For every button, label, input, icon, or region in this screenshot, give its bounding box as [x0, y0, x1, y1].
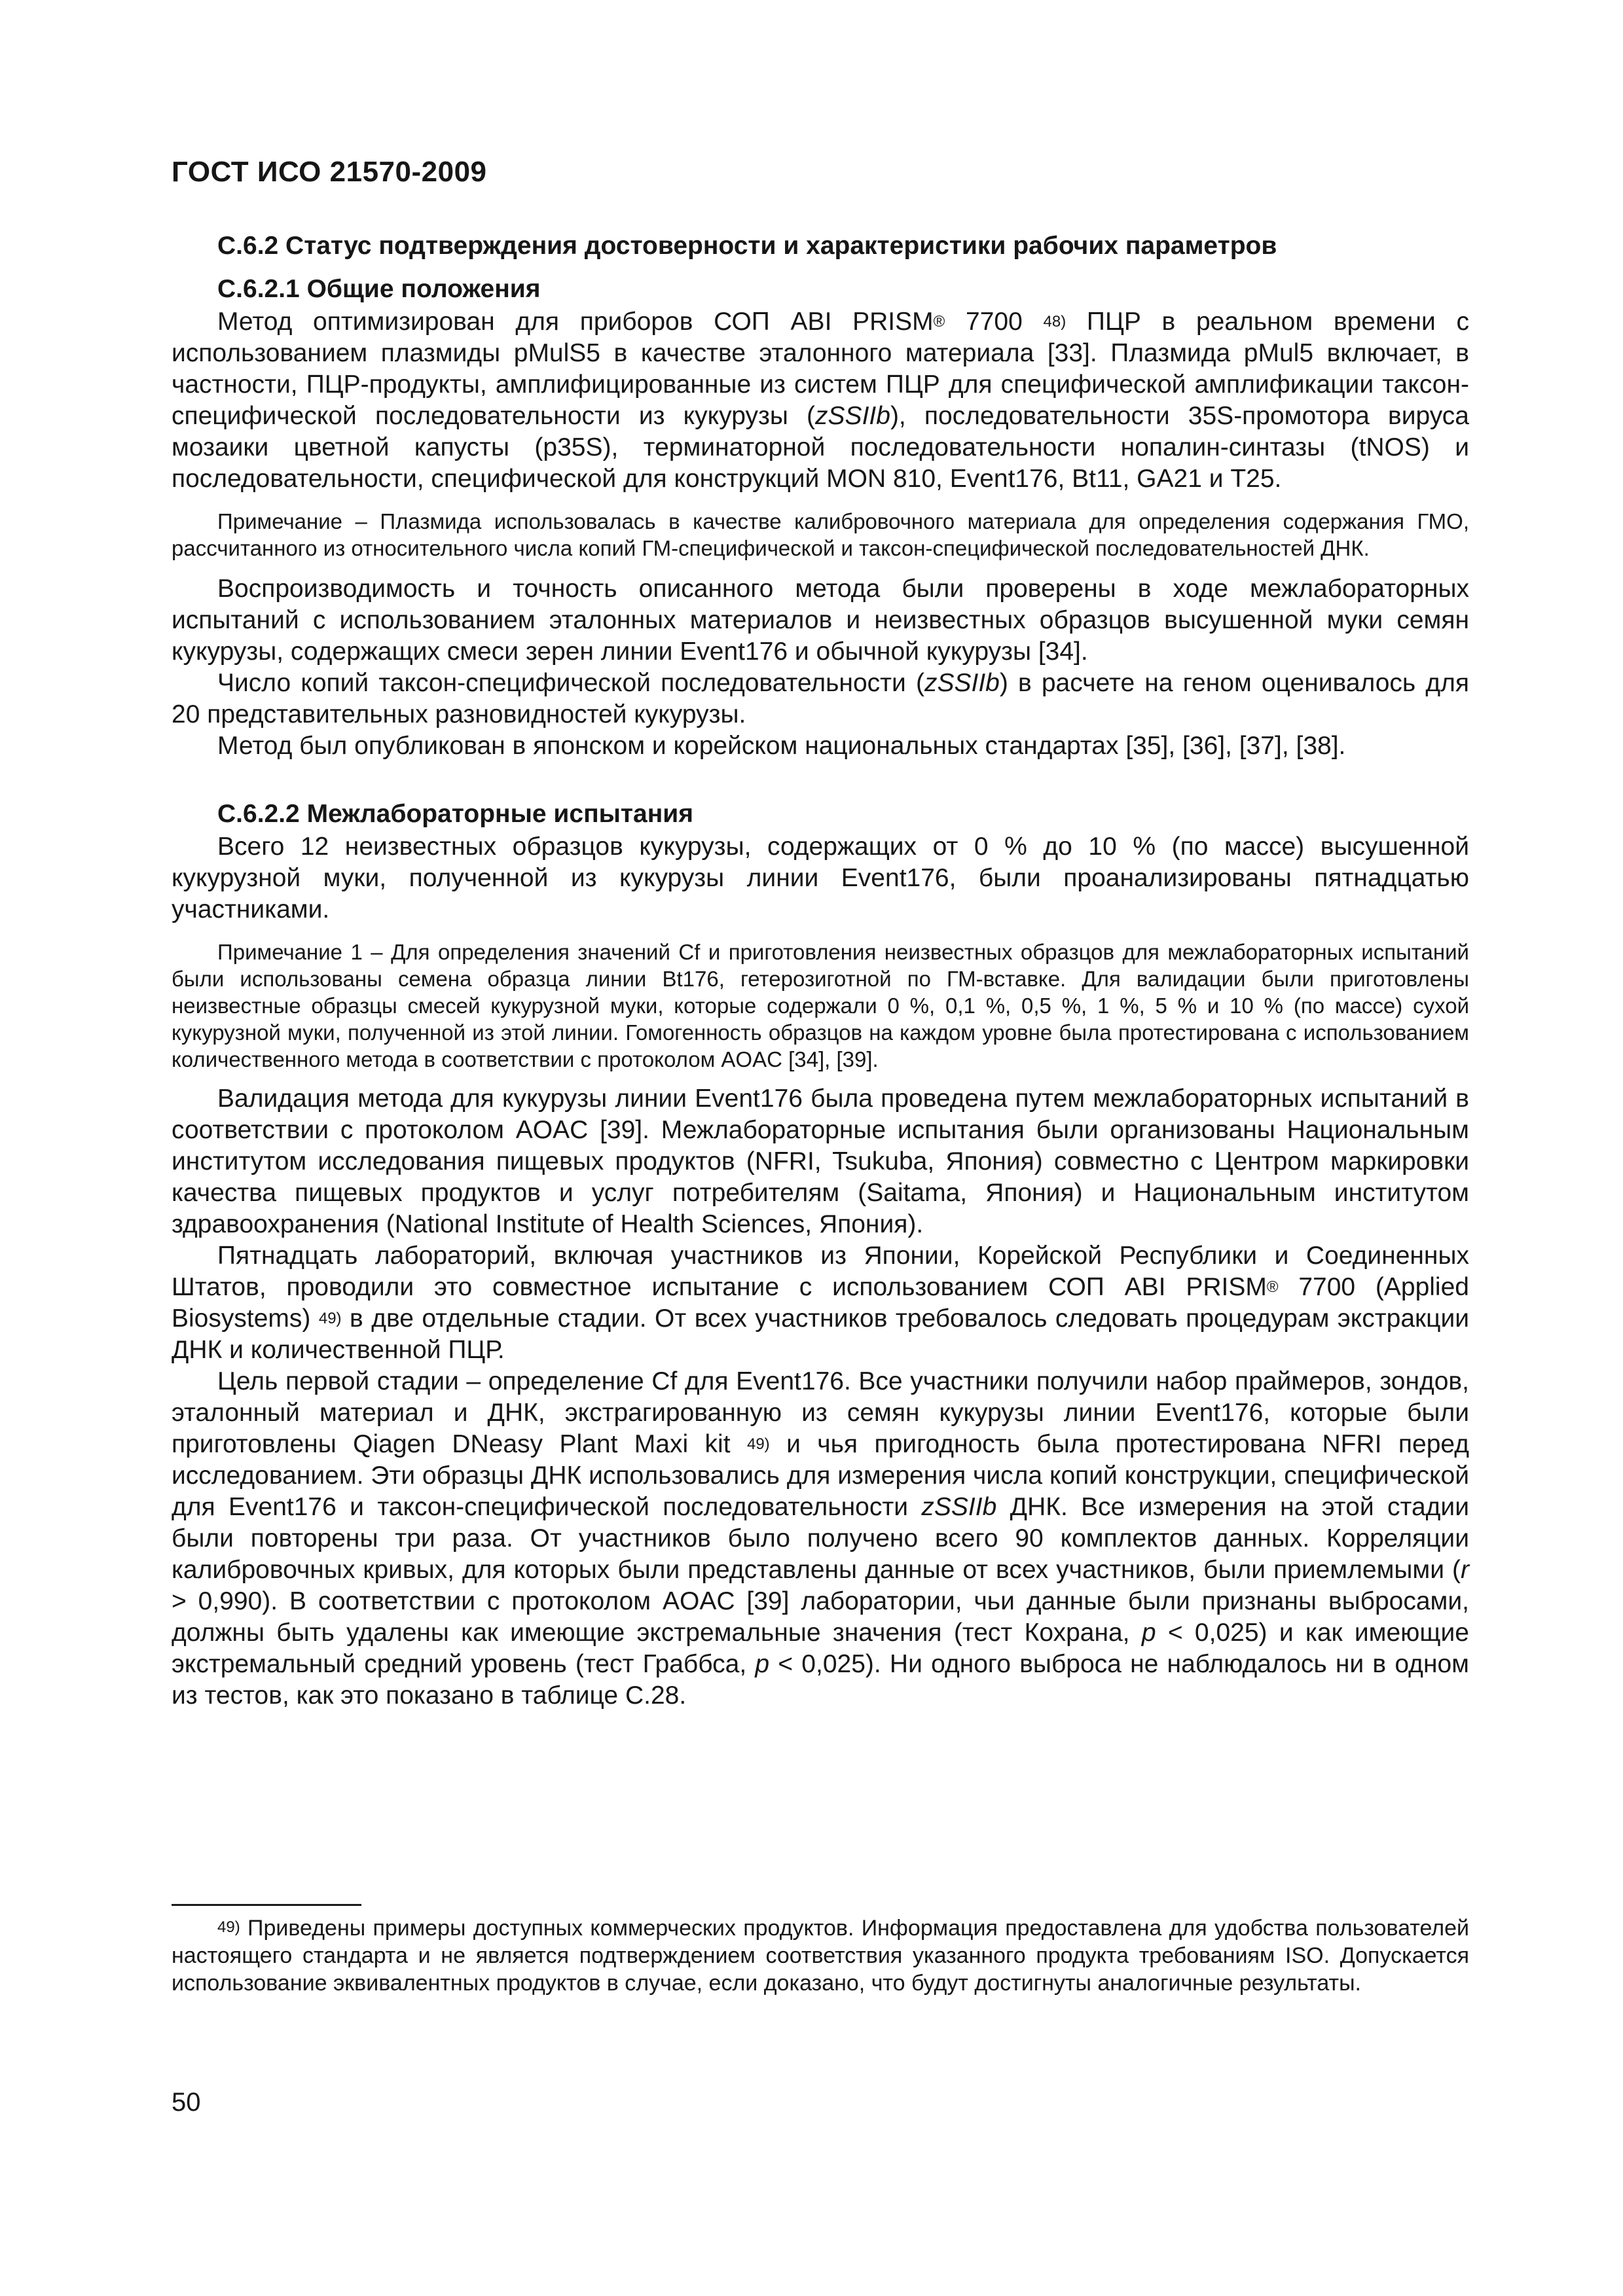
paragraph-method-optimized: Метод оптимизирован для приборов СОП ABI PRISM® 7700 $^{48)}$ ПЦР в реальном времени с использованием плазмиды pMulS5 в качестве эталонного материала [33]. Плазмида pMul5 включает, в частности, ПЦР-продукты, амплифицированные из систем ПЦР для специфической амплификации таксон- специфической последовательности из кукурузы (zSSIIb), последовательности 35S-промотора вируса мозаики цветной капусты (p35S), терминаторной последовательности нопалин-синтазы (tNOS) и последовательности, специфической для конструкций MON 810, Event176, Bt11, GA21 и T25.	[172, 308, 1470, 493]
paragraph-reproducibility: Воспроизводимость и точность описанного метода были проверены в ходе межлабораторных испытаний с использованием эталонных материалов и неизвестных образцов высушенной муки семян кукурузы, содержащих смеси зерен линии Event176 и обычной кукурузы [34].	[172, 575, 1469, 666]
page-number: 50	[172, 2088, 201, 2117]
note-cf-values: Примечание 1 – Для определения значений Cf и приготовления неизвестных образцов для межлабораторных испытаний были использованы семена образца линии Bt176, гетерозиготной по ГМ-вставке. Для валидации были приготовлены неизвестные образцы смесей кукурузной муки, которые содержали 0 %, 0,1 %, 0,5 %, 1 %, 5 % и 10 % (по массе) сухой кукурузной муки, полученной из этой линии. Гомогенность образцов на каждом уровне была протестирована с использованием количественного метода в соответствии с протоколом AOAC [34], [39].	[172, 940, 1469, 1071]
block-interlab	[172, 831, 1469, 1712]
footnote-divider	[172, 1904, 361, 1906]
paragraph-fifteen-labs: Пятнадцать лабораторий, включая участников из Японии, Корейской Республики и Соединенных Штатов, проводили это совместное испытание с использованием СОП ABI PRISM® 7700 (Applied Biosystems) $^{49)}$ в две отдельные стадии. От всех участников требовалось следовать процедурам экстракции ДНК и количественной ПЦР.	[172, 1242, 1470, 1364]
paragraph-validation: Валидация метода для кукурузы линии Event176 была проведена путем межлабораторных испытаний в соответствии с протоколом AOAC [39]. Межлабораторные испытания были организованы Национальным институтом исследования пищевых продуктов (NFRI, Tsukuba, Япония) совместно с Центром маркировки качества пищевых продуктов и услуг потребителям (Saitama, Япония) и Национальным институтом здравоохранения (National Institute of Health Sciences, Япония).	[172, 1085, 1469, 1238]
paragraph-published: Метод был опубликован в японском и корейском национальных стандартах [35], [36], [37], [38].	[217, 732, 1346, 760]
section-title-c-6-2-1: С.6.2.1 Общие положения	[217, 275, 541, 303]
note-plasmid: Примечание – Плазмида использовалась в качестве калибровочного материала для определения содержания ГМО, рассчитанного из относительного числа копий ГМ-специфической и таксон-специфической последовательностей ДНК.	[172, 509, 1469, 560]
footnote-49: $^{49)}$ Приведены примеры доступных коммерческих продуктов. Информация предоставлена для удобства пользователей настоящего стандарта и не является подтверждением соответствия указанного продукта требованиям ISO. Допускается использование эквивалентных продуктов в случае, если доказано, что будут достигнуты аналогичные результаты.	[172, 1916, 1469, 1996]
section-title-c-6-2-2: С.6.2.2 Межлабораторные испытания	[217, 800, 694, 828]
standard-header: ГОСТ ИСО 21570-2009	[172, 156, 487, 188]
paragraph-samples: Всего 12 неизвестных образцов кукурузы, содержащих от 0 % до 10 % (по массе) высушенной кукурузной муки, полученной из кукурузы линии Event176, были проанализированы пятнадцатью участниками.	[172, 833, 1469, 924]
paragraph-copy-number: Число копий таксон-специфической последовательности (zSSIIb) в расчете на геном оценивалось для 20 представительных разновидностей кукурузы.	[172, 669, 1469, 728]
section-title-c-6-2: С.6.2 Статус подтверждения достоверности и характеристики рабочих параметров	[217, 232, 1277, 260]
block-general	[172, 306, 1469, 762]
paragraph-first-stage: Цель первой стадии – определение Cf для Event176. Все участники получили набор праймеров, зондов, эталонный материал и ДНК, экстрагированную из семян кукурузы линии Event176, которые были приготовлены Qiagen DNeasy Plant Maxi kit $^{49)}$ и чья пригодность была протестирована NFRI перед исследованием. Эти образцы ДНК использовались для измерения числа копий конструкции, специфической для Event176 и таксон-специфической последовательности zSSIIb ДНК. Все измерения на этой стадии были повторены три раза. От участников было получено всего 90 комплектов данных. Корреляции калибровочных кривых, для которых были представлены данные от всех участников, были приемлемыми (r > 0,990). В соответствии с протоколом AOAC [39] лаборатории, чьи данные были признаны выбросами, должны быть удалены как имеющие экстремальные значения (тест Кохрана, p < 0,025) и как имеющие экстремальный средний уровень (тест Граббса, p < 0,025). Ни одного выброса не наблюдалось ни в одном из тестов, как это показано в таблице С.28.	[172, 1367, 1469, 1710]
